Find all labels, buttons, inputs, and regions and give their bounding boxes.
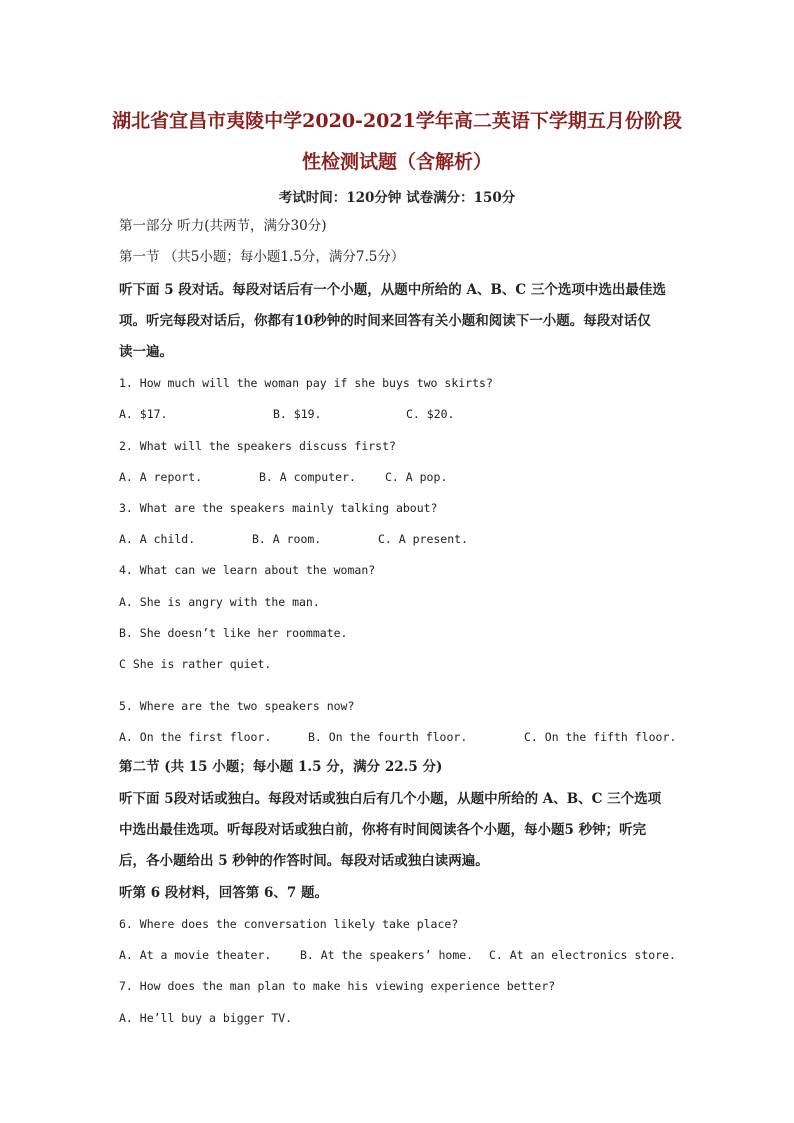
- section1-heading: 第一节 （共5小题；每小题1.5分，满分7.5分）: [119, 249, 405, 265]
- question-3: 3. What are the speakers mainly talking about?: [119, 501, 438, 515]
- question-1: 1. How much will the woman pay if she buys two skirts?: [119, 376, 493, 390]
- section2-heading: 第二节 (共 15 小题；每小题 1.5 分，满分 22.5 分): [119, 759, 443, 775]
- question-2: 2. What will the speakers discuss first?: [119, 439, 396, 453]
- option-6b: B. At the speakers’ home.: [300, 948, 474, 962]
- section1-instruction-line: 读一遍。: [119, 344, 173, 360]
- section1-instruction-line: 听下面 5 段对话。每段对话后有一个小题，从题中所给的 A、B、C 三个选项中选出最佳选: [119, 282, 666, 298]
- section2-instruction-line: 中选出最佳选项。听每段对话或独白前，你将有时间阅读各个小题，每小题5 秒钟；听完: [119, 822, 647, 838]
- option-7a: A. He’ll buy a bigger TV.: [119, 1011, 293, 1025]
- exam-info: 考试时间：120分钟 试卷满分：150分: [278, 190, 516, 206]
- part1-heading: 第一部分 听力(共两节，满分30分): [119, 218, 327, 234]
- option-3a: A. A child.: [119, 532, 196, 546]
- question-4: 4. What can we learn about the woman?: [119, 563, 376, 577]
- material-note: 听第 6 段材料，回答第 6、7 题。: [119, 885, 328, 901]
- section2-instruction-line: 后，各小题给出 5 秒钟的作答时间。每段对话或独白读两遍。: [119, 853, 489, 869]
- section1-instruction-line: 项。听完每段对话后，你都有10秒钟的时间来回答有关小题和阅读下一小题。每段对话仅: [119, 313, 651, 329]
- question-6: 6. Where does the conversation likely take place?: [119, 917, 459, 931]
- option-2a: A. A report.: [119, 470, 203, 484]
- option-5b: B. On the fourth floor.: [308, 730, 468, 744]
- option-5c: C. On the fifth floor.: [524, 730, 677, 744]
- document-title-line1: 湖北省宜昌市夷陵中学2020-2021学年高二英语下学期五月份阶段: [112, 110, 682, 132]
- option-6c: C. At an electronics store.: [489, 948, 676, 962]
- document-title-line2: 性检测试题（含解析）: [301, 151, 492, 173]
- question-5: 5. Where are the two speakers now?: [119, 699, 355, 713]
- option-2c: C. A pop.: [385, 470, 448, 484]
- option-3b: B. A room.: [252, 532, 322, 546]
- option-1a: A. $17.: [119, 407, 168, 421]
- question-7: 7. How does the man plan to make his viewing experience better?: [119, 979, 556, 993]
- option-6a: A. At a movie theater.: [119, 948, 272, 962]
- option-3c: C. A present.: [378, 532, 469, 546]
- option-4b: B. She doesn’t like her roommate.: [119, 626, 348, 640]
- option-2b: B. A computer.: [259, 470, 356, 484]
- option-5a: A. On the first floor.: [119, 730, 272, 744]
- section2-instruction-line: 听下面 5段对话或独白。每段对话或独白后有几个小题，从题中所给的 A、B、C 三个选项: [119, 791, 662, 807]
- option-4a: A. She is angry with the man.: [119, 595, 320, 609]
- option-1b: B. $19.: [273, 407, 322, 421]
- option-4c: C She is rather quiet.: [119, 657, 272, 671]
- option-1c: C. $20.: [406, 407, 455, 421]
